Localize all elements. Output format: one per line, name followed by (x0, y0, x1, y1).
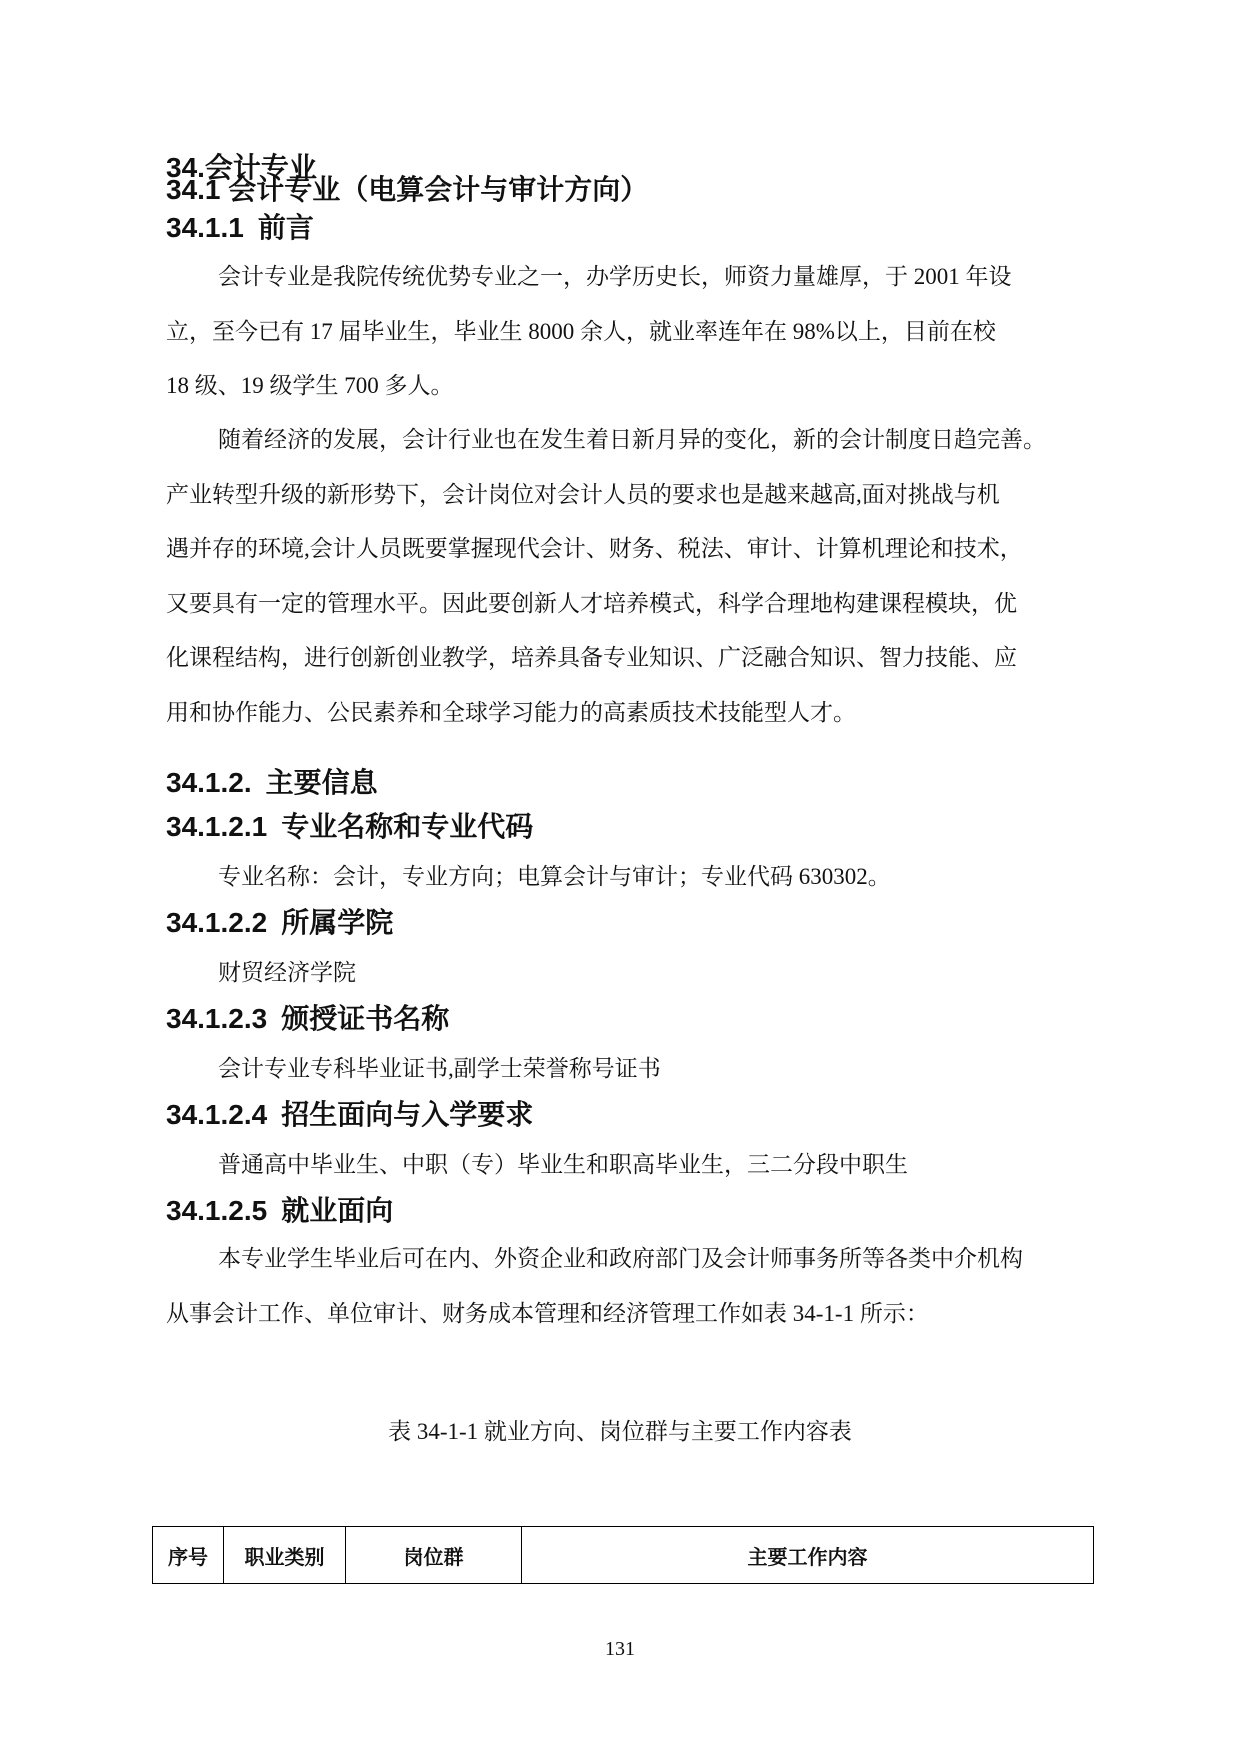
section-title: 就业面向 (281, 1195, 394, 1226)
section-title: 主要信息 (265, 767, 378, 798)
heading-certificate (166, 999, 449, 1039)
section-number: 34.1.2.2 (166, 907, 268, 938)
heading-main-info (166, 763, 378, 803)
section-number: 34.1.2.3 (166, 1003, 268, 1034)
column-header-work-content: 主要工作内容 (522, 1527, 1094, 1584)
heading-admission (166, 1095, 533, 1135)
section-number: 34.1.2.5 (166, 1195, 268, 1226)
heading-track: 34.1 会计专业（电算会计与审计方向） (166, 174, 649, 205)
column-header-index: 序号 (153, 1527, 224, 1584)
text-line: 立，至今已有 17 届毕业生，毕业生 8000 余人，就业率连年在 98%以上，目前在校 (166, 318, 996, 344)
preface-paragraph-1 (166, 250, 1086, 414)
text-line: 产业转型升级的新形势下，会计岗位对会计人员的要求也是越来越高,面对挑战与机 (166, 481, 1000, 507)
table-header-row (153, 1527, 1094, 1584)
text-line: 本专业学生毕业后可在内、外资企业和政府部门及会计师事务所等各类中介机构 (218, 1246, 1023, 1271)
employment-table (152, 1526, 1094, 1584)
college-text: 财贸经济学院 (218, 960, 356, 985)
employment-paragraph (166, 1232, 1086, 1341)
column-header-category: 职业类别 (224, 1527, 346, 1584)
section-title: 招生面向与入学要求 (281, 1099, 534, 1130)
section-title: 专业名称和专业代码 (281, 811, 534, 842)
text-line: 18 级、19 级学生 700 多人。 (166, 373, 454, 398)
text-line: 又要具有一定的管理水平。因此要创新人才培养模式，科学合理地构建课程模块，优 (166, 590, 1017, 616)
text-line: 从事会计工作、单位审计、财务成本管理和经济管理工作如表 34-1-1 所示： (166, 1300, 929, 1326)
heading-major-name (166, 807, 533, 847)
section-number: 34.1.2.4 (166, 1099, 268, 1130)
section-title: 颁授证书名称 (281, 1003, 450, 1034)
certificate-text: 会计专业专科毕业证书,副学士荣誉称号证书 (218, 1056, 661, 1081)
section-title: 所属学院 (281, 907, 394, 938)
text-line: 随着经济的发展，会计行业也在发生着日新月异的变化，新的会计制度日趋完善。 (218, 427, 1046, 452)
text-line: 会计专业是我院传统优势专业之一，办学历史长，师资力量雄厚，于 2001 年设 (218, 264, 1012, 289)
section-title: 前言 (257, 212, 314, 243)
text-line: 遇并存的环境,会计人员既要掌握现代会计、财务、税法、审计、计算机理论和技术， (166, 536, 1023, 561)
column-header-position-group: 岗位群 (346, 1527, 522, 1584)
section-number: 34.1.2. (166, 767, 252, 798)
text-line: 化课程结构，进行创新创业教学，培养具备专业知识、广泛融合知识、智力技能、应 (166, 645, 1017, 670)
heading-employment (166, 1191, 393, 1231)
page-number: 131 (605, 1638, 635, 1660)
section-number: 34.1.1 (166, 212, 244, 243)
section-number: 34.1.2.1 (166, 811, 268, 842)
heading-major: 34.会计专业 (166, 152, 317, 183)
admission-text: 普通高中毕业生、中职（专）毕业生和职高毕业生，三二分段中职生 (218, 1152, 908, 1177)
heading-college (166, 903, 393, 943)
heading-preface (166, 208, 314, 248)
major-name-text: 专业名称：会计，专业方向；电算会计与审计；专业代码 630302。 (218, 864, 891, 889)
preface-paragraph-2 (166, 413, 1086, 740)
text-line: 用和协作能力、公民素养和全球学习能力的高素质技术技能型人才。 (166, 699, 856, 725)
table-caption: 表 34-1-1 就业方向、岗位群与主要工作内容表 (388, 1419, 852, 1444)
